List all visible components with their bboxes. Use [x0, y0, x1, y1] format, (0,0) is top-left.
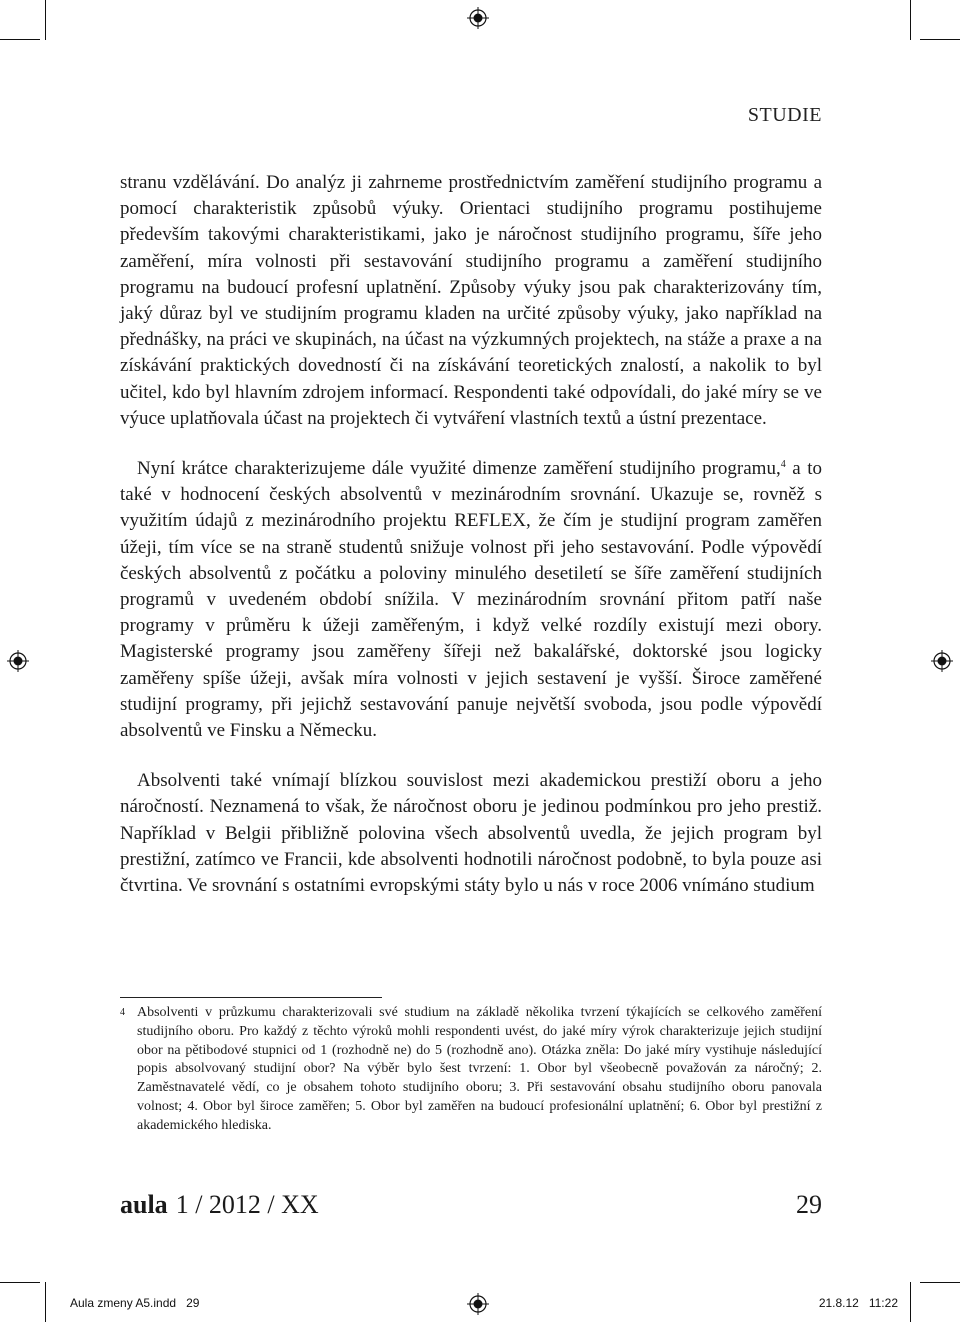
registration-mark-icon: [467, 7, 489, 29]
crop-mark: [910, 0, 911, 40]
crop-mark: [910, 1282, 911, 1322]
footnote-text: Absolventi v průzkumu charakterizovali své studium na základě několika tvrzení týkajících se celkového zaměření studijního oboru. Pro každý z těchto výroků mohli respondenti uvést, do jaké míry výrok charakterizuje jejich studijní obor na pětibodové stupnici od 1 (rozhodně ne) do 5 (rozhodně ano). Otázka zněla: Do jaké míry vystihuje následující popis absolvovaný studijní obor? Na výběr bylo šest tvrzení: 1. Obor byl všeobecně považován za náročný; 2. Zaměstnavatelé vědí, co je obsahem tohoto studijního oboru; 3. Při sestavování obsahu studijního oboru panovala volnost; 4. Obor byl široce zaměřen; 5. Obor byl zaměřen na budoucí profesionální uplatnění; 6. Obor byl prestižní z akademického hlediska.: [137, 1005, 822, 1133]
running-head: STUDIE: [747, 104, 822, 126]
article-body: [120, 170, 822, 899]
registration-mark-icon: [7, 650, 29, 672]
crop-mark: [45, 1282, 46, 1322]
paragraph: Absolventi také vnímají blízkou souvislost mezi akademickou prestiží oboru a jeho náročností. Neznamená to však, že náročnost oboru je jedinou podmínkou pro jeho prestiž. Například v Belgii přibližně polovina všech absolventů uvedla, že jejich program byl prestižní, zatímco ve Francii, kde absolventi hodnotili náročnost podobně, to byla pouze asi čtvrtina. Ve srovnání s ostatními evropskými státy bylo u nás v roce 2006 vnímáno studium: [120, 770, 822, 897]
crop-mark: [920, 39, 960, 40]
issue-label: 1 / 2012 / XX: [175, 1190, 319, 1219]
crop-mark: [0, 39, 40, 40]
footnote-divider: [120, 997, 382, 998]
paragraph: [120, 456, 822, 744]
registration-mark-icon: [467, 1293, 489, 1315]
footnote-reference[interactable]: 4: [780, 459, 786, 471]
slug-date: 21.8.12 11:22: [818, 1296, 898, 1310]
paragraph-text: a to také v hodnocení českých absolventů v mezinárodním srovnání. Ukazuje se, rovněž s využitím údajů z mezinárodního projektu REFLEX, že čím je studijní program zaměřen úžeji, tím více se na straně studentů snižuje volnost při jeho sestavování. Podle výpovědí českých absolventů z počátku a poloviny minulého desetiletí se šíře zaměření studijních programů v uvedeném období snížila. V mezinárodním srovnání přitom patří naše programy v průměru k úžeji zaměřeným, i když velké rozdíly existují mezi obory. Magisterské programy jsou zaměřeny šířeji než bakalářské, doktorské jsou logicky zaměřeny spíše úžeji, avšak míra volnosti v jejich sestavení je vyšší. Široce zaměřené studijní programy, při jejichž sestavování panuje největší svoboda, jsou podle výpovědí absolventů ve Finsku a Německu.: [120, 458, 823, 742]
crop-mark: [0, 1282, 40, 1283]
page-footer: [120, 1190, 822, 1224]
paragraph-text: Nyní krátce charakterizujeme dále využité dimenze zaměření studijního programu,: [137, 458, 781, 480]
crop-mark: [920, 1282, 960, 1283]
journal-name: aula: [120, 1190, 168, 1219]
page-number: 29: [796, 1190, 822, 1219]
slug-file: Aula zmeny A5.indd 29: [70, 1296, 200, 1310]
footnote-number: 4: [120, 1007, 125, 1018]
crop-mark: [45, 0, 46, 40]
footnote: [120, 1004, 822, 1136]
paragraph: stranu vzdělávání. Do analýz ji zahrneme prostřednictvím zaměření studijního programu a pomocí charakteristik způsobů výuky. Orientaci studijního programu postihujeme především takovými charakteristikami, jako je náročnost studijního programu, šíře jeho zaměření, míra volnosti při sestavování studijního programu a zaměření studijního programu na budoucí profesní uplatnění. Způsoby výuky jsou pak charakterizovány tím, jaký důraz byl ve studijním programu kladen na určité způsoby výuky, jako například na přednášky, na práci ve skupinách, na účast na výzkumných projektech, na stáže a praxe a na získávání praktických dovedností či na získávání teoretických znalostí, a nakolik to byl učitel, kdo byl hlavním zdrojem informací. Respondenti také odpovídali, do jaké míry se ve výuce uplatňovala účast na projektech či vytváření vlastních textů a ústní prezentace.: [120, 172, 822, 429]
registration-mark-icon: [931, 650, 953, 672]
